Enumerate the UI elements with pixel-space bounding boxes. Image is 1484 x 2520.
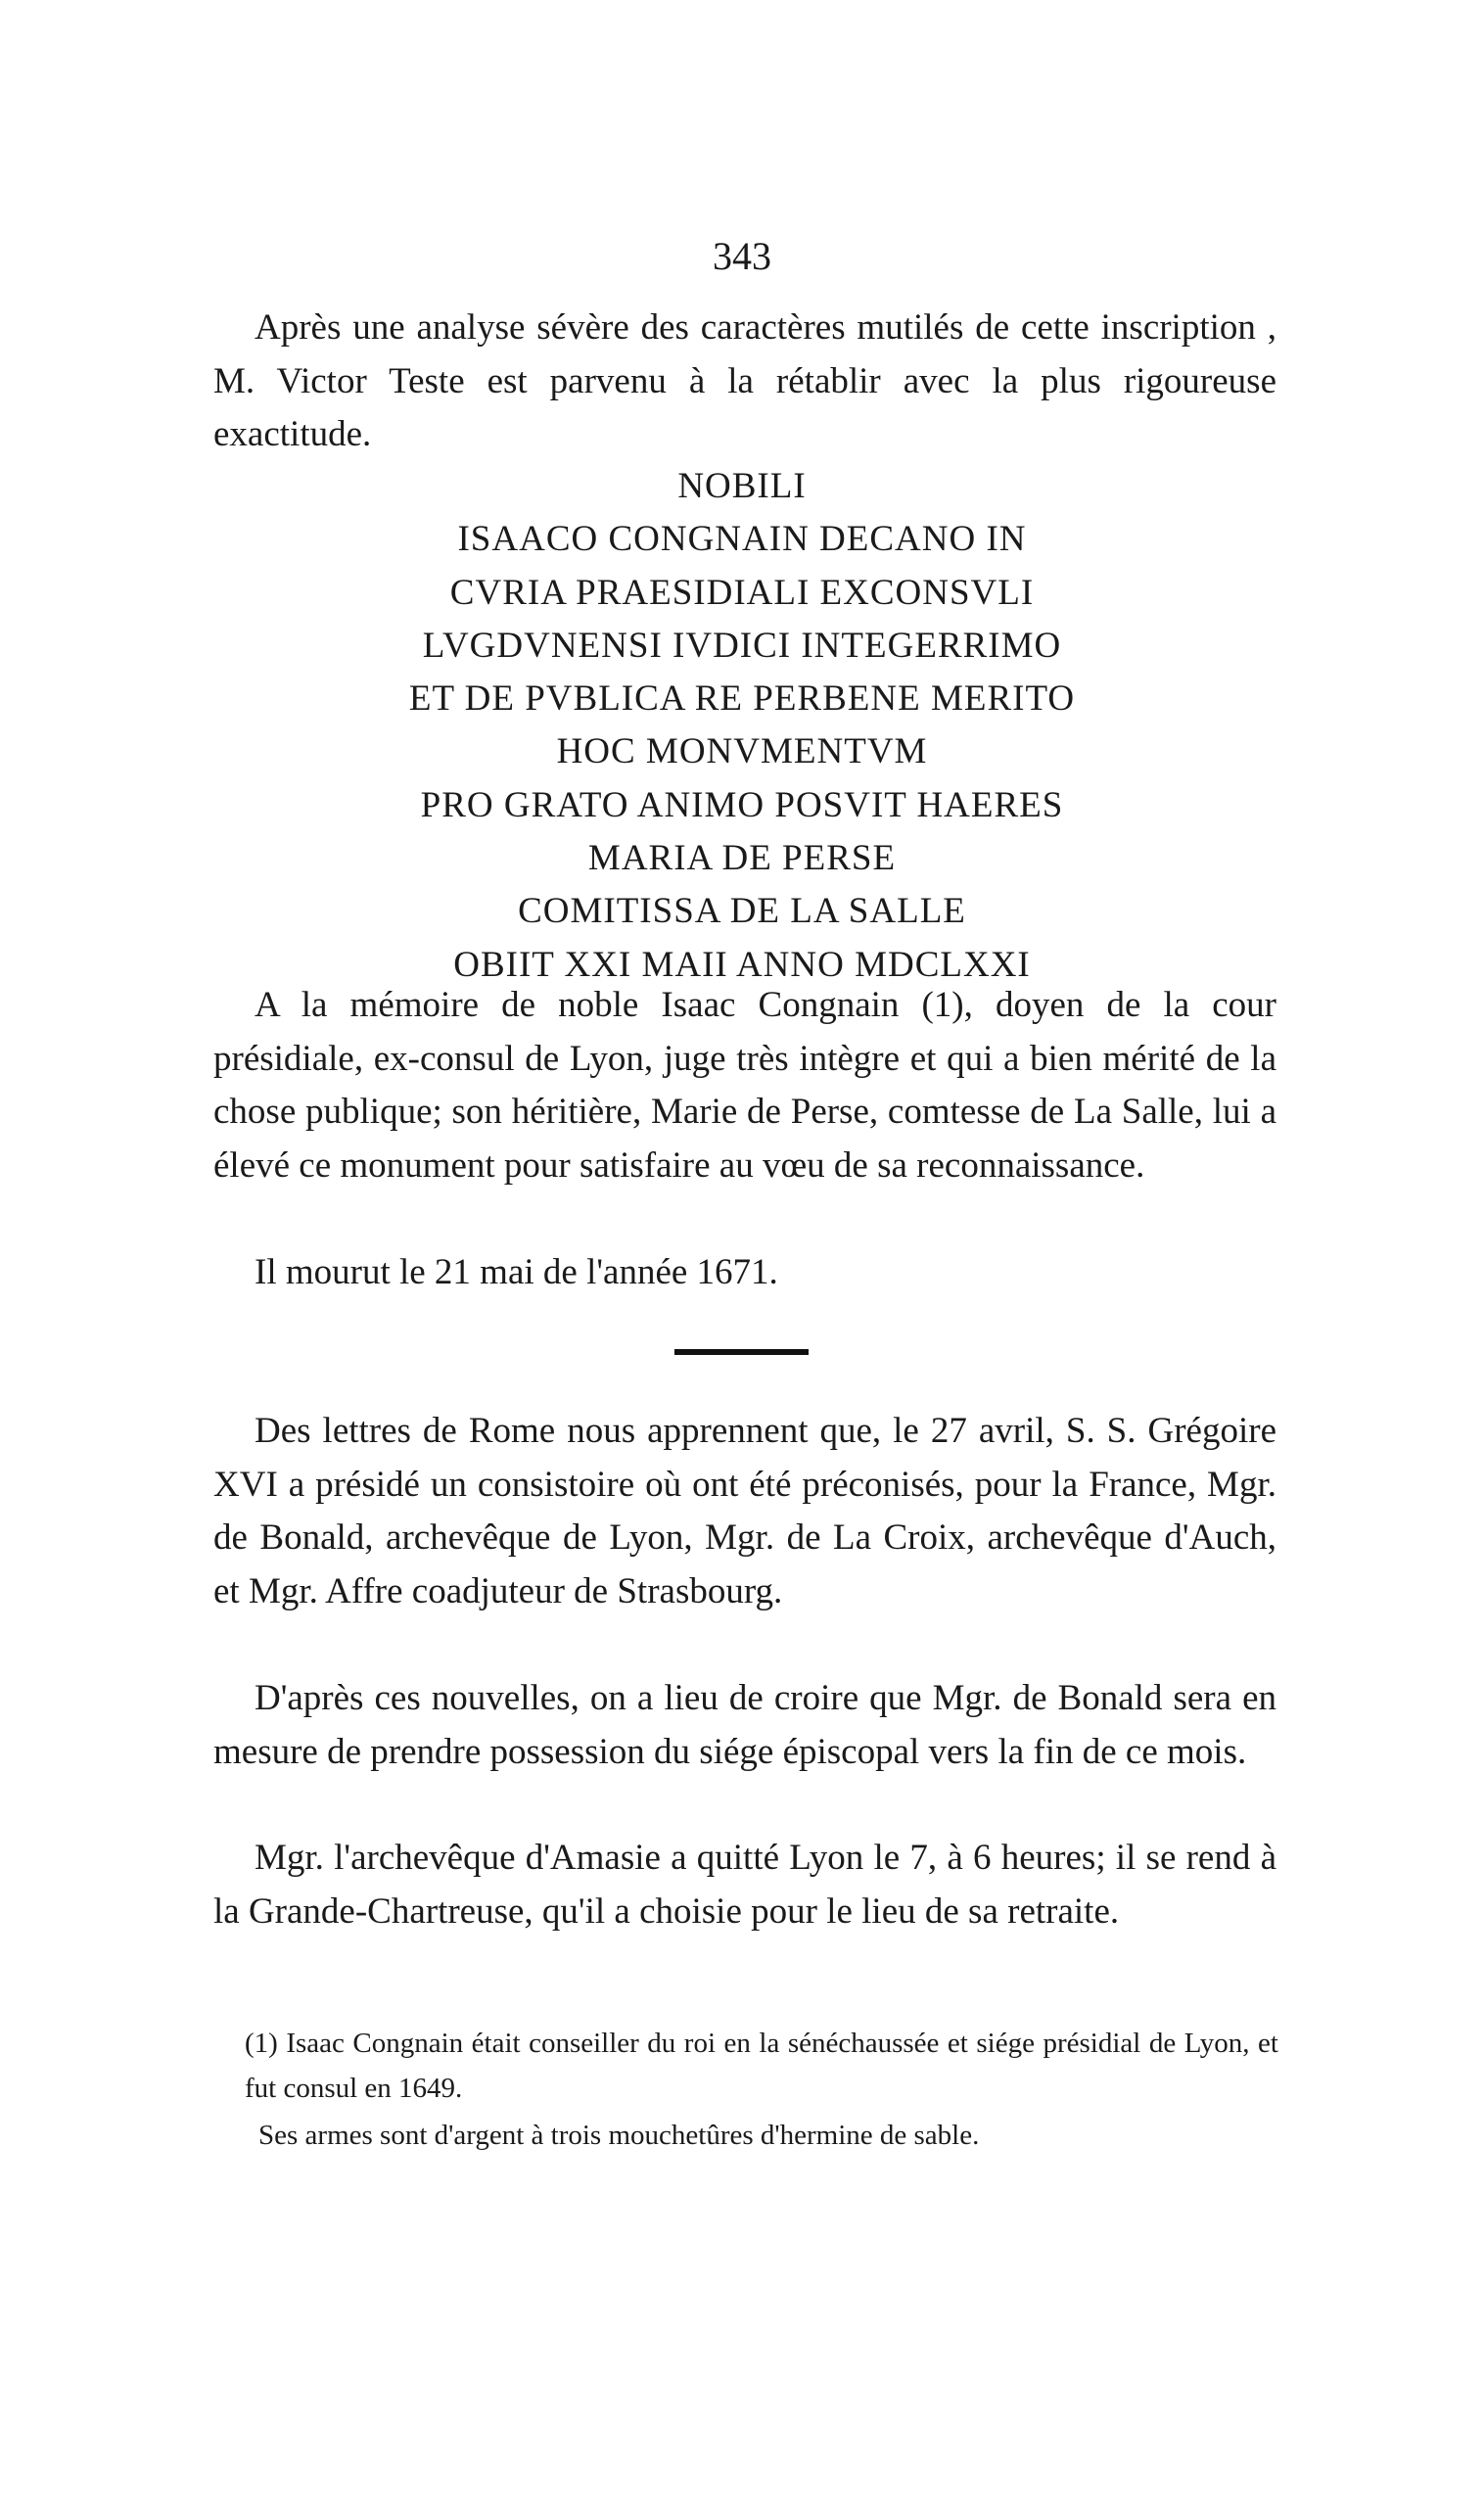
inscription-line: PRO GRATO ANIMO POSVIT HAERES (420, 784, 1064, 825)
archbishop-departure-paragraph: Mgr. l'archevêque d'Amasie a quitté Lyon le 7, à 6 heures; il se rend à la Grande-Chartreuse, qu'il a choisie pour le lieu de sa retraite. (213, 1838, 1276, 1932)
footnote: Ses armes sont d'argent à trois mouchetûres d'hermine de sable. (258, 2120, 980, 2151)
inscription-line: NOBILI (677, 466, 807, 506)
inscription-line: COMITISSA DE LA SALLE (518, 891, 966, 932)
page-number: 343 (713, 234, 771, 278)
inscription-line: ISAACO CONGNAIN DECANO IN (457, 519, 1027, 560)
death-note-paragraph: Il mourut le 21 mai de l'année 1671. (255, 1252, 778, 1292)
footnotes (245, 2021, 1278, 2158)
inscription-line: CVRIA PRAESIDIALI EXCONSVLI (449, 572, 1035, 613)
inscription-line: LVGDVNENSI IVDICI INTEGERRIMO (422, 625, 1062, 666)
letters-from-rome-paragraph: Des lettres de Rome nous apprennent que, le 27 avril, S. S. Grégoire XVI a présidé un consistoire où ont été préconisés, pour la France, Mgr. de Bonald, archevêque de Lyon, Mgr. de La Croix, archevêque d'Auch, et Mgr. Affre coadjuteur de Strasbourg. (213, 1411, 1276, 1611)
inscription-line: HOC MONVMENTVM (556, 731, 928, 772)
footnote: (1) Isaac Congnain était conseiller du roi en la sénéchaussée et siége présidial de Lyon, et fut consul en 1649. (245, 2028, 1278, 2104)
inscription-line: MARIA DE PERSE (587, 838, 897, 879)
latin-inscription (0, 460, 1484, 992)
inscription-line: OBIIT XXI MAII ANNO MDCLXXI (453, 944, 1031, 985)
section-separator (674, 1349, 809, 1355)
translation-paragraph: A la mémoire de noble Isaac Congnain (1), doyen de la cour présidiale, ex-consul de Lyon, juge très intègre et qui a bien mérité de la chose publique; son héritière, Marie de Perse, comtesse de La Salle, lui a élevé ce monument pour satisfaire au vœu de sa reconnaissance. (213, 985, 1276, 1186)
news-followup-paragraph: D'après ces nouvelles, on a lieu de croire que Mgr. de Bonald sera en mesure de prendre possession du siége épiscopal vers la fin de ce mois. (213, 1678, 1276, 1772)
intro-paragraph: Après une analyse sévère des caractères mutilés de cette inscription , M. Victor Teste est parvenu à la rétablir avec la plus rigoureuse exactitude. (213, 307, 1276, 454)
inscription-line: ET DE PVBLICA RE PERBENE MERITO (408, 678, 1076, 720)
